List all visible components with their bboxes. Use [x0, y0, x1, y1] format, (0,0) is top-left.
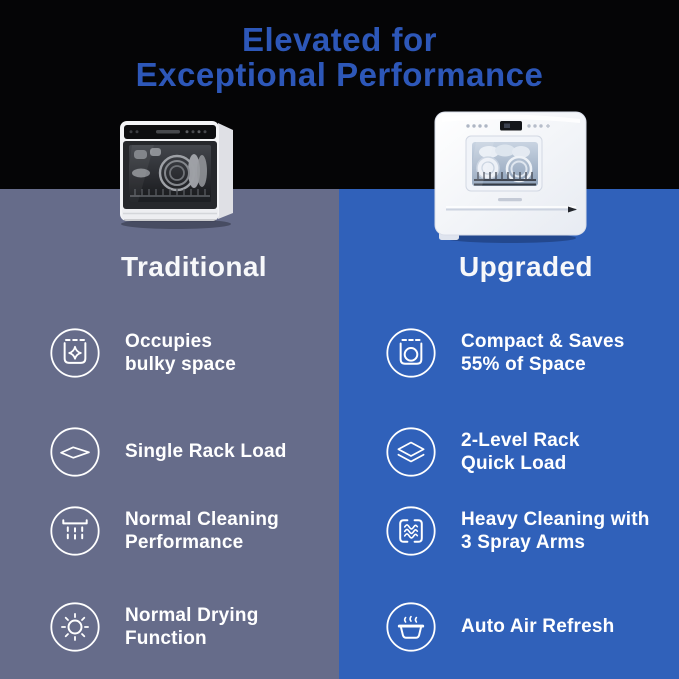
feature-compact-saves-space [384, 325, 625, 381]
feature-normal-drying [48, 599, 259, 655]
feature-text: Normal Drying Function [125, 604, 259, 649]
feature-text: Single Rack Load [125, 441, 287, 463]
feature-occupies-bulky-space [48, 325, 236, 381]
feature-single-rack-load [48, 424, 287, 480]
sun-drying-icon [48, 600, 102, 654]
spray-cleaning-icon [48, 504, 102, 558]
bulky-space-icon [48, 326, 102, 380]
upgraded-dishwasher-image [430, 108, 594, 244]
compact-space-icon [384, 326, 438, 380]
feature-text: Compact & Saves 55% of Space [461, 330, 625, 375]
feature-normal-cleaning [48, 503, 279, 559]
page-title-line1: Elevated for [242, 21, 437, 58]
traditional-heading: Traditional [121, 251, 267, 282]
feature-heavy-cleaning [384, 503, 650, 559]
feature-two-level-rack [384, 424, 580, 480]
upgraded-heading: Upgraded [459, 251, 593, 282]
two-level-rack-icon [384, 425, 438, 479]
page-title-line2: Exceptional Performance [135, 56, 544, 93]
feature-text: Normal Cleaning Performance [125, 508, 279, 553]
feature-text: Auto Air Refresh [461, 616, 615, 638]
traditional-dishwasher-image [114, 112, 240, 230]
air-refresh-icon [384, 600, 438, 654]
page-title [0, 22, 679, 92]
single-rack-icon [48, 425, 102, 479]
feature-text: Occupies bulky space [125, 330, 236, 375]
feature-auto-air-refresh [384, 599, 614, 655]
feature-text: Heavy Cleaning with 3 Spray Arms [461, 508, 650, 553]
feature-text: 2-Level Rack Quick Load [461, 429, 580, 474]
heavy-cleaning-icon [384, 504, 438, 558]
